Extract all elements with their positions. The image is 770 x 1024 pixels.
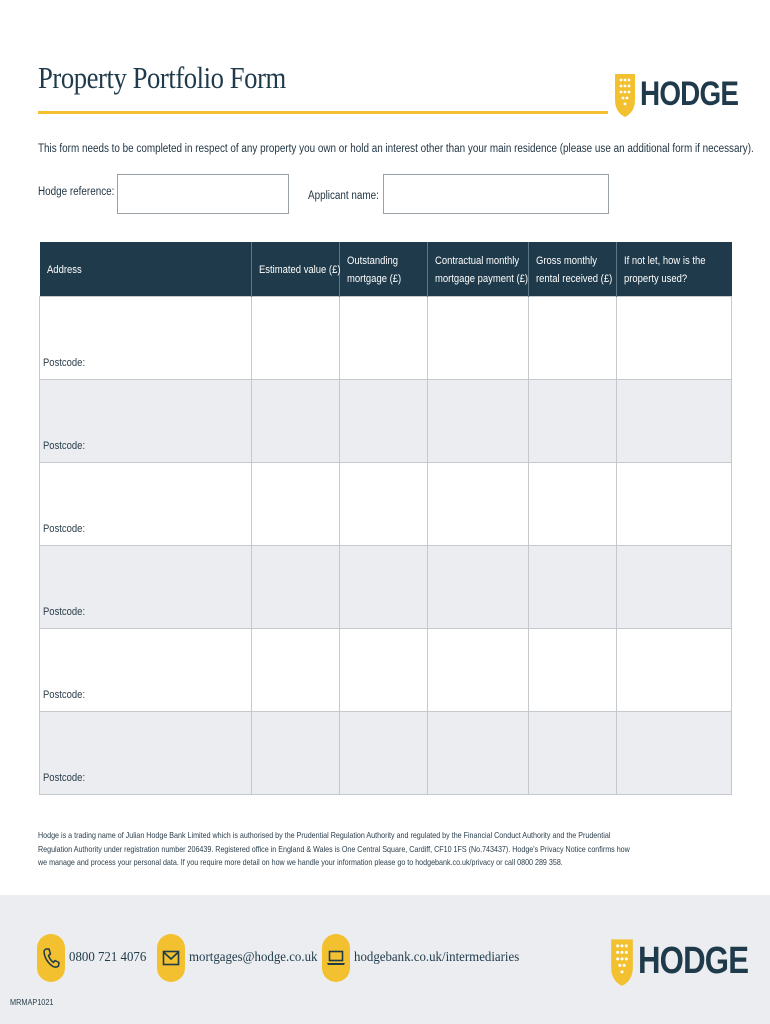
contractual-cell[interactable] bbox=[428, 462, 529, 545]
title-divider bbox=[38, 111, 608, 114]
address-cell[interactable] bbox=[40, 711, 252, 794]
hodge-reference-input[interactable] bbox=[117, 174, 289, 214]
gross-rental-cell[interactable] bbox=[529, 462, 617, 545]
property-use-cell[interactable] bbox=[617, 462, 732, 545]
postcode-label: Postcode: bbox=[43, 688, 86, 701]
hodge-logo bbox=[613, 70, 760, 118]
col-address: Address bbox=[40, 242, 252, 296]
contact-website[interactable] bbox=[322, 934, 534, 982]
applicant-name-input[interactable] bbox=[383, 174, 609, 214]
phone-number[interactable]: 0800 721 4076 bbox=[69, 950, 147, 965]
logo-wordmark: HODGE bbox=[640, 74, 739, 113]
postcode-label: Postcode: bbox=[43, 771, 86, 784]
hodge-reference-label: Hodge reference: bbox=[38, 186, 115, 198]
phone-icon bbox=[37, 934, 65, 982]
outstanding-cell[interactable] bbox=[340, 711, 428, 794]
form-code: MRMAP1021 bbox=[10, 997, 54, 1007]
legal-disclaimer: Hodge is a trading name of Julian Hodge Bank Limited which is authorised by the Prudential Regulation Authority and regulated by the Financial Conduct Authority and the Prudential Regulation Authority under registration number 206439. Registered office in England & Wales is One Central Square, Cardiff, CF10 1FS (No.743437). Hodge's Privacy Notice confirms how we manage and process your personal data. If you require more detail on how we handle your information please go to hodgebank.co.uk/privacy or call 0800 289 358. bbox=[38, 830, 630, 867]
estimated-value-cell[interactable] bbox=[252, 296, 340, 379]
hodge-shield-icon bbox=[609, 934, 635, 988]
email-address[interactable]: mortgages@hodge.co.uk bbox=[189, 950, 318, 965]
gross-rental-cell[interactable] bbox=[529, 711, 617, 794]
mail-icon bbox=[157, 934, 185, 982]
property-use-cell[interactable] bbox=[617, 379, 732, 462]
outstanding-cell[interactable] bbox=[340, 462, 428, 545]
address-cell[interactable] bbox=[40, 628, 252, 711]
col-contractual-payment: Contractual monthly mortgage payment (£) bbox=[428, 242, 529, 296]
intro-text: This form needs to be completed in respect of any property you own or hold an interest other than your main residence (please use an additional form if necessary). bbox=[38, 143, 754, 155]
page-title: Property Portfolio Form bbox=[38, 60, 286, 95]
property-use-cell[interactable] bbox=[617, 711, 732, 794]
col-gross-rental: Gross monthly rental received (£) bbox=[529, 242, 617, 296]
property-use-cell[interactable] bbox=[617, 296, 732, 379]
contractual-cell[interactable] bbox=[428, 379, 529, 462]
table-row bbox=[40, 545, 732, 628]
outstanding-cell[interactable] bbox=[340, 628, 428, 711]
outstanding-cell[interactable] bbox=[340, 296, 428, 379]
estimated-value-cell[interactable] bbox=[252, 545, 340, 628]
table-row bbox=[40, 711, 732, 794]
gross-rental-cell[interactable] bbox=[529, 628, 617, 711]
property-table bbox=[39, 242, 732, 795]
laptop-icon bbox=[322, 934, 350, 982]
col-estimated-value: Estimated value (£) bbox=[252, 242, 340, 296]
table-row bbox=[40, 628, 732, 711]
contact-phone[interactable] bbox=[37, 934, 153, 982]
gross-rental-cell[interactable] bbox=[529, 379, 617, 462]
address-cell[interactable] bbox=[40, 379, 252, 462]
gross-rental-cell[interactable] bbox=[529, 545, 617, 628]
outstanding-cell[interactable] bbox=[340, 379, 428, 462]
table-row bbox=[40, 379, 732, 462]
contractual-cell[interactable] bbox=[428, 628, 529, 711]
table-header-row bbox=[40, 242, 732, 296]
col-outstanding-mortgage: Outstanding mortgage (£) bbox=[340, 242, 428, 296]
table-row bbox=[40, 462, 732, 545]
postcode-label: Postcode: bbox=[43, 522, 86, 535]
contractual-cell[interactable] bbox=[428, 296, 529, 379]
postcode-label: Postcode: bbox=[43, 605, 86, 618]
estimated-value-cell[interactable] bbox=[252, 628, 340, 711]
contact-email[interactable] bbox=[157, 934, 329, 982]
address-cell[interactable] bbox=[40, 545, 252, 628]
hodge-logo-footer bbox=[609, 934, 770, 988]
table-row bbox=[40, 296, 732, 379]
contractual-cell[interactable] bbox=[428, 711, 529, 794]
outstanding-cell[interactable] bbox=[340, 545, 428, 628]
gross-rental-cell[interactable] bbox=[529, 296, 617, 379]
estimated-value-cell[interactable] bbox=[252, 462, 340, 545]
applicant-name-label: Applicant name: bbox=[308, 190, 379, 202]
estimated-value-cell[interactable] bbox=[252, 711, 340, 794]
address-cell[interactable] bbox=[40, 462, 252, 545]
hodge-shield-icon bbox=[613, 70, 637, 118]
estimated-value-cell[interactable] bbox=[252, 379, 340, 462]
postcode-label: Postcode: bbox=[43, 439, 86, 452]
address-cell[interactable] bbox=[40, 296, 252, 379]
contractual-cell[interactable] bbox=[428, 545, 529, 628]
col-property-use: If not let, how is the property used? bbox=[617, 242, 732, 296]
website-link[interactable]: hodgebank.co.uk/intermediaries bbox=[354, 950, 520, 965]
postcode-label: Postcode: bbox=[43, 356, 86, 369]
property-use-cell[interactable] bbox=[617, 545, 732, 628]
logo-wordmark: HODGE bbox=[638, 939, 749, 982]
property-use-cell[interactable] bbox=[617, 628, 732, 711]
